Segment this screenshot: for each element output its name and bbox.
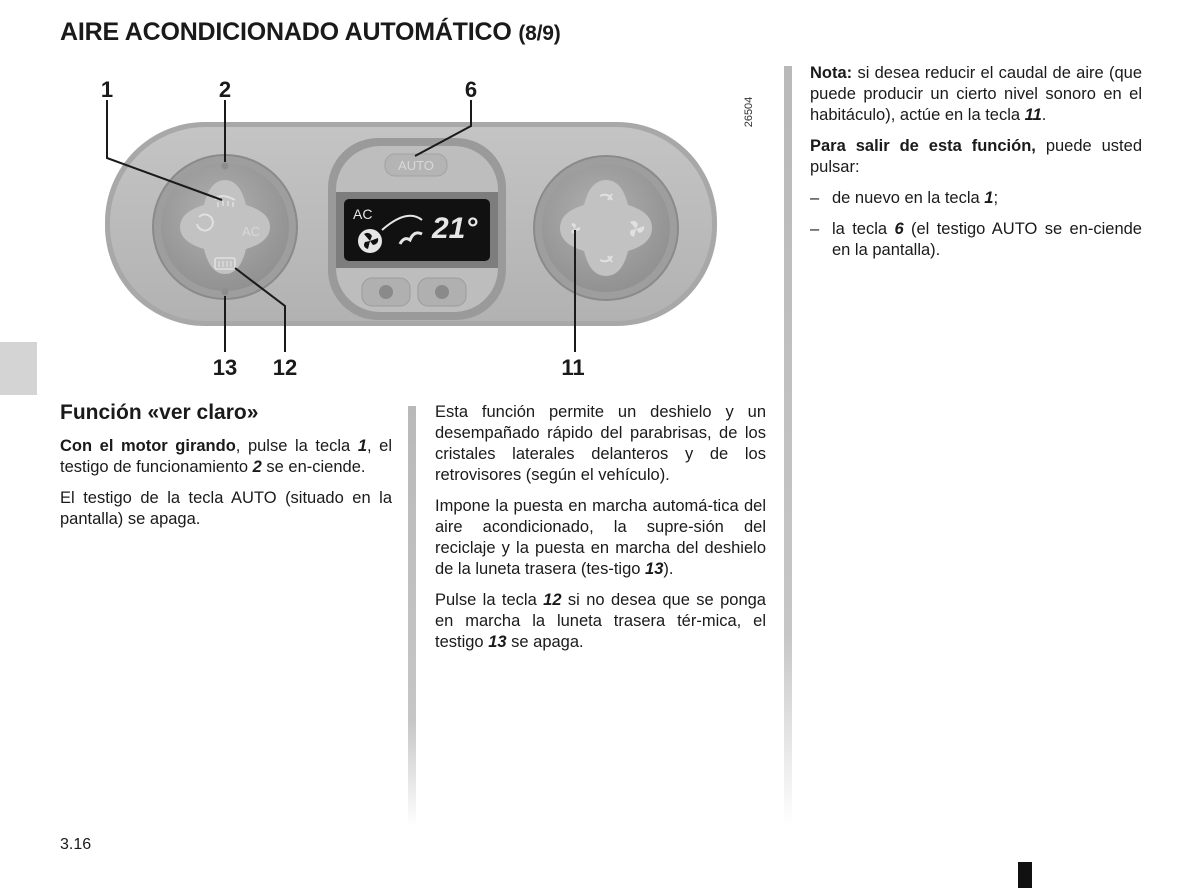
left-knob [153,155,297,299]
middle-paragraph-1: Esta función permite un deshielo y un desempañado rápido del parabrisas, de los cristales laterales delanteros y de los retrovisores (según el vehículo). [435,403,766,484]
note-label: Nota: [810,64,853,82]
middle-column [435,402,766,663]
left-paragraph-2: El testigo de la tecla AUTO (situado en la pantalla) se apaga. [60,489,392,528]
title-part: (8/9) [518,22,561,45]
indicator-led-2 [222,163,229,170]
page-title [60,18,561,47]
indicator-led-13 [222,289,229,296]
column-rule-right [784,66,792,826]
right-column [810,63,1142,271]
left-column [60,400,392,540]
left-knob-ac-label [242,224,260,239]
middle-paragraph-2: Impone la puesta en marcha automá-tica del aire acondicionado, la supre-sión del reciclaje y la puesta en marcha del deshielo de la luneta trasera (tes-tigo 13). [435,497,766,578]
key-ref: 6 [894,220,904,238]
list-item: – de nuevo en la tecla 1; [810,189,999,207]
key-ref: 1 [357,437,367,455]
note-paragraph: Nota: si desea reducir el caudal de aire (que puede producir un cierto nivel sonoro en el habitáculo), actúe en la tecla 11. [810,64,1142,124]
lcd-temperature: 21° [432,212,478,245]
auto-label-text: AUTO [398,158,434,173]
title-text: AIRE ACONDICIONADO AUTOMÁTICO [60,18,512,46]
middle-paragraph-3: Pulse la tecla 12 si no desea que se ponga en marcha la luneta trasera tér-mica, el testigo 13 se apaga. [435,591,766,651]
auto-button-label [398,158,434,173]
callout-13: 13 [212,355,238,380]
lcd-ac-text: AC [353,206,373,222]
key-ref: 1 [984,189,994,207]
page-number: 3.16 [60,836,92,853]
left-knob-ac-text: AC [242,224,261,239]
climate-control-figure [60,60,766,390]
left-paragraph-1: Con el motor girando, pulse la tecla 1, el testigo de funcionamiento 2 se en-ciende. [60,437,392,476]
section-tab [0,342,37,395]
callout-11: 11 [561,355,585,380]
key-ref: 13 [645,560,664,578]
callout-2: 2 [218,77,232,102]
callout-6: 6 [464,77,478,102]
display-unit [328,138,506,320]
page-corner-mark [1018,862,1032,888]
exit-paragraph: Para salir de esta función, puede usted pulsar: [810,137,1142,176]
key-ref: 11 [1024,106,1042,124]
list-item: – la tecla 6 (el testigo AUTO se en-ciende en la pantalla). [810,220,1142,259]
key-ref: 12 [543,591,562,609]
figure-code: 26504 [743,96,755,128]
bold-lead: Con el motor girando [60,437,236,455]
column-rule-middle [408,406,416,826]
callout-1: 1 [100,77,114,102]
callout-12: 12 [272,355,298,380]
exit-lead: Para salir de esta función, [810,137,1036,155]
section-heading: Función «ver claro» [60,401,259,424]
right-knob [534,156,678,300]
climate-panel-illustration [60,60,766,390]
key-ref: 2 [252,458,262,476]
key-ref: 13 [488,633,507,651]
